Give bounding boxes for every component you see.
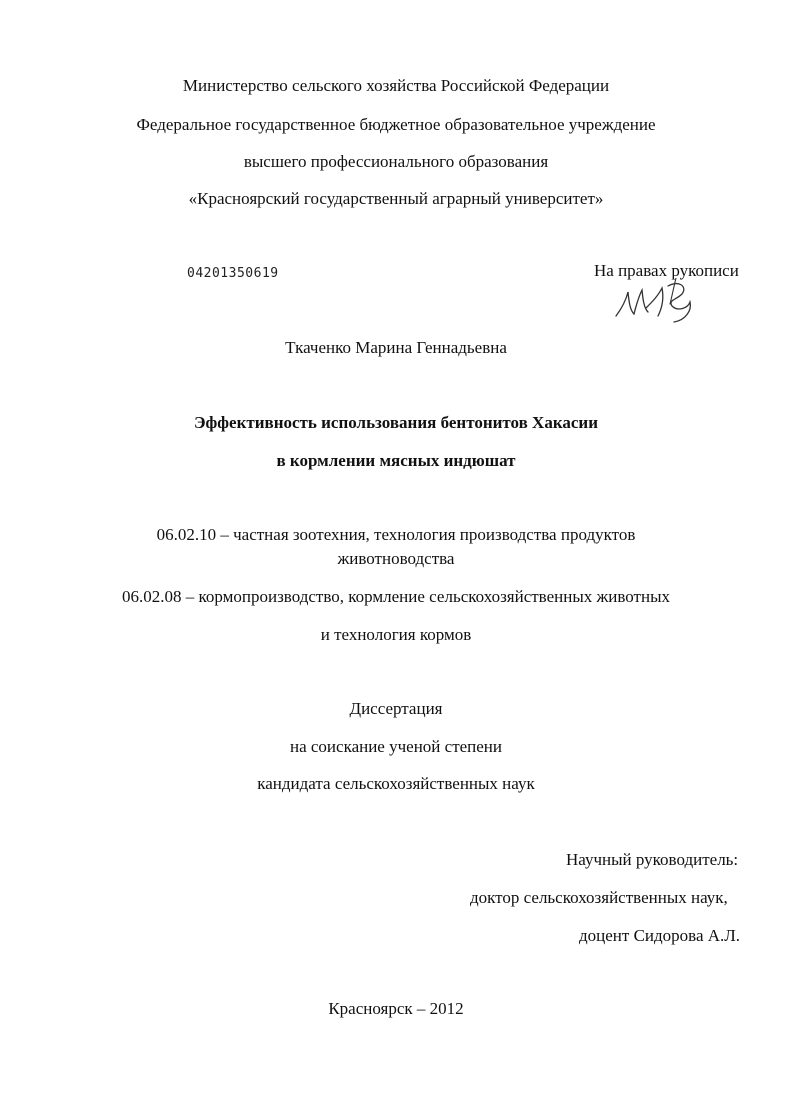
- supervisor-name: доцент Сидорова А.Л.: [579, 926, 741, 945]
- education-level-line: высшего профессионального образования: [243, 152, 549, 171]
- work-degree: кандидата сельскохозяйственных наук: [257, 774, 535, 793]
- work-purpose: на соискание ученой степени: [289, 737, 503, 756]
- institution-type-line: Федеральное государственное бюджетное образовательное учреждение: [136, 115, 656, 134]
- university-line: «Красноярский государственный аграрный университет»: [188, 189, 604, 208]
- registration-code: 04201350619: [187, 266, 279, 281]
- supervisor-degree: доктор сельскохозяйственных наук,: [470, 888, 728, 907]
- title-line-2: в кормлении мясных индюшат: [276, 451, 516, 470]
- work-type: Диссертация: [349, 699, 443, 718]
- specialty-1-line-1: 06.02.10 – частная зоотехния, технология производства продуктов: [156, 525, 636, 544]
- signature-icon: [612, 278, 702, 326]
- ministry-line: Министерство сельского хозяйства Российской Федерации: [182, 76, 610, 95]
- manuscript-rights: На правах рукописи: [594, 261, 739, 280]
- specialty-2-line-2: и технология кормов: [320, 625, 472, 644]
- specialty-2-line-1: 06.02.08 – кормопроизводство, кормление сельскохозяйственных животных: [121, 587, 670, 606]
- specialty-1-line-2: животноводства: [337, 549, 455, 568]
- supervisor-label: Научный руководитель:: [566, 850, 739, 869]
- title-line-1: Эффективность использования бентонитов Хакасии: [193, 413, 599, 432]
- author-name: Ткаченко Марина Геннадьевна: [285, 338, 507, 357]
- city-year: Красноярск – 2012: [328, 999, 464, 1018]
